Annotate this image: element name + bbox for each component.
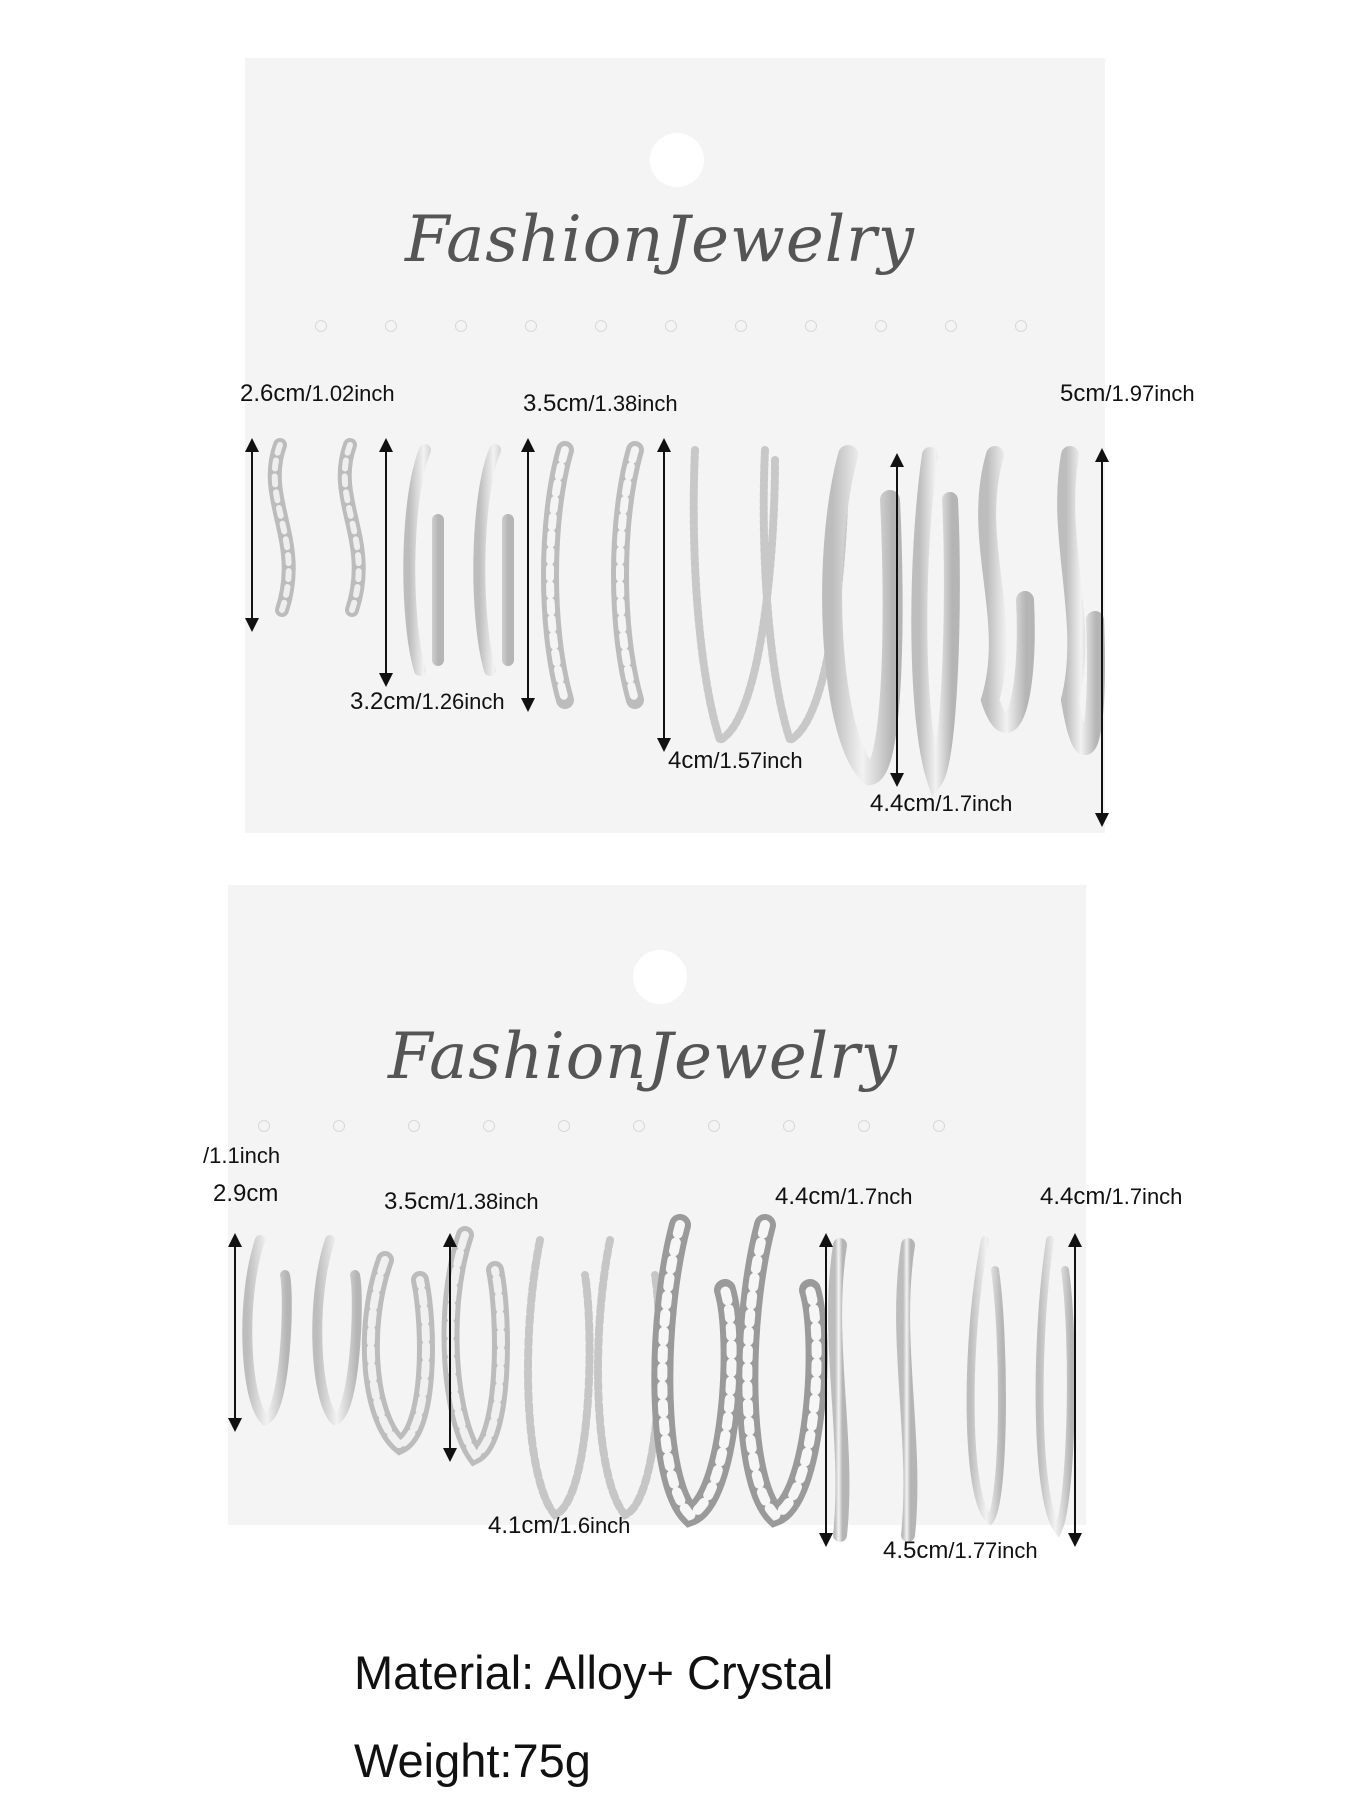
dimension-inch: /1.1inch [203,1143,281,1168]
dimension-cm: 3.5cm [384,1188,450,1215]
dimension-label [213,1180,278,1208]
dimension-label [1060,380,1195,408]
material-spec: Material: Alloy+ Crystal [354,1646,834,1699]
weight-spec: Weight:75g [354,1734,591,1787]
dimension-label [775,1183,913,1211]
dimension-label [488,1512,630,1540]
dimension-inch: /1.7inch [1105,1184,1183,1209]
dimension-cm: 3.5cm [523,390,589,417]
dimension-cm: 4.4cm [1040,1183,1106,1210]
dimension-label [668,747,803,775]
earring-row-1 [275,445,1096,780]
dimension-label [523,390,678,418]
brand-logo-text: FashionJewelry [405,203,915,277]
dimension-cm: 4cm [668,747,714,774]
dimension-inch: /1.7nch [840,1184,913,1209]
dimension-cm: 3.2cm [350,688,416,715]
dimension-cm: 5cm [1060,380,1106,407]
dimension-cm: 4.1cm [488,1512,554,1539]
dimension-label [883,1537,1038,1565]
dimension-cm: 2.9cm [213,1180,279,1207]
dimension-label [1040,1183,1182,1211]
dimension-inch: /1.7inch [935,791,1013,816]
dimension-inch: /1.57inch [713,748,803,773]
dimension-inch: /1.02inch [305,381,395,406]
dimension-cm: 4.4cm [870,790,936,817]
dimension-cm: 4.5cm [883,1537,949,1564]
earring-row-2 [247,1225,1071,1535]
dimension-cm: 4.4cm [775,1183,841,1210]
dimension-cm: 2.6cm [240,380,306,407]
dimension-inch: /1.38inch [449,1189,539,1214]
dimension-inch: /1.26inch [415,689,505,714]
brand-logo-text: FashionJewelry [388,1020,898,1094]
dimension-label [870,790,1012,818]
dimension-label [203,1142,280,1170]
dimension-label [350,688,505,716]
dimension-inch: /1.38inch [588,391,678,416]
dimension-label [384,1188,539,1216]
dimension-inch: /1.6inch [553,1513,631,1538]
dimension-label [240,380,395,408]
dimension-inch: /1.97inch [1105,381,1195,406]
dimension-inch: /1.77inch [948,1538,1038,1563]
